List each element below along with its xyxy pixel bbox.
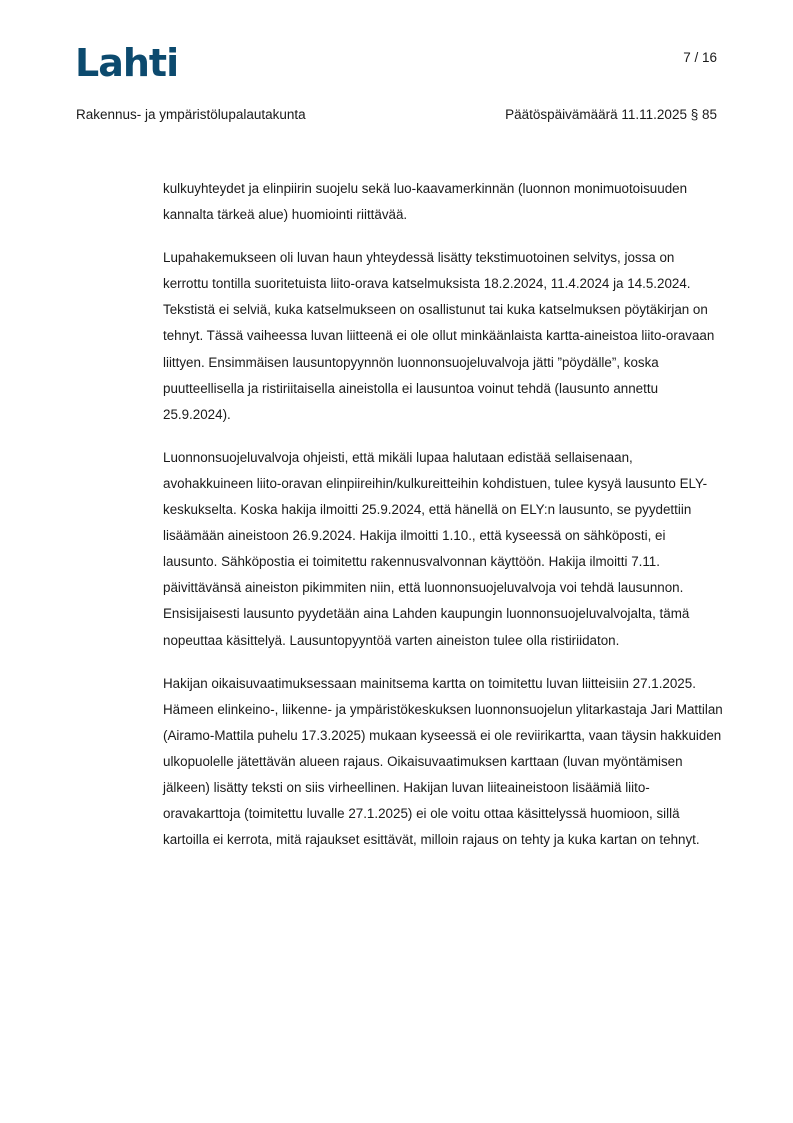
page-number: 7 / 16	[683, 50, 717, 65]
paragraph: Luonnonsuojeluvalvoja ohjeisti, että mikäli lupaa halutaan edistää sellaisenaan, avohakkuineen liito-oravan elinpiireihin/kulkureitteihin kohdistuen, tulee kysyä lausunto ELY-keskukselta. Koska hakija ilmoitti 25.9.2024, että hänellä on ELY:n lausunto, se pyydettiin lisäämään aineistoon 26.9.2024. Hakija ilmoitti 1.10., että kyseessä on sähköposti, ei lausunto. Sähköpostia ei toimitettu rakennusvalvonnan käyttöön. Hakija ilmoitti 7.11. päivittävänsä aineiston pikimmiten niin, että luonnonsuojeluvalvoja voi tehdä lausunnon. Ensisijaisesti lausunto pyydetään aina Lahden kaupungin luonnonsuojeluvalvojalta, tämä nopeuttaa käsittelyä. Lausuntopyyntöä varten aineiston tulee olla ristiriidaton.	[163, 449, 708, 648]
document-body	[163, 176, 723, 870]
committee-name: Rakennus- ja ympäristölupalautakunta	[76, 107, 306, 122]
lahti-logo: Lahti	[75, 41, 179, 85]
decision-date: Päätöspäivämäärä 11.11.2025 § 85	[505, 107, 717, 122]
paragraph: Lupahakemukseen oli luvan haun yhteydessä lisätty tekstimuotoinen selvitys, jossa on kerrottu tontilla suoritetuista liito-orava katselmuksista 18.2.2024, 11.4.2024 ja 14.5.2024. Tekstistä ei selviä, kuka katselmukseen on osallistunut tai kuka katselmuksen pöytäkirjan on tehnyt. Tässä vaiheessa luvan liitteenä ei ole ollut minkäänlaista kartta-aineistoa liito-oravaan liittyen. Ensimmäisen lausuntopyynnön luonnonsuojeluvalvoja jätti ”pöydälle”, koska puutteellisella ja ristiriitaisella aineistolla ei lausuntoa voinut tehdä (lausunto annettu 25.9.2024).	[163, 250, 715, 422]
paragraph: kulkuyhteydet ja elinpiirin suojelu sekä luo-kaavamerkinnän (luonnon monimuotoisuuden kannalta tärkeä alue) huomiointi riittävää.	[163, 181, 688, 223]
paragraph: Hakijan oikaisuvaatimuksessaan mainitsema kartta on toimitettu luvan liitteisiin 27.1.2025. Hämeen elinkeino-, liikenne- ja ympäristökeskuksen luonnonsuojelun ylitarkastaja Jari Mattilan (Airamo-Mattila puhelu 17.3.2025) mukaan kyseessä ei ole reviirikartta, vaan täysin hakkuiden ulkopuolelle jätettävän alueen rajaus. Oikaisuvaatimuksen karttaan (luvan myöntämisen jälkeen) lisätty teksti on siis virheellinen. Hakijan luvan liiteaineistoon lisäämiä liito-oravakarttoja (toimitettu luvalle 27.1.2025) ei ole voitu ottaa käsittelyssä huomioon, sillä kartoilla ei kerrota, mitä rajaukset esittävät, milloin rajaus on tehty ja kuka kartan on tehnyt.	[163, 675, 723, 848]
